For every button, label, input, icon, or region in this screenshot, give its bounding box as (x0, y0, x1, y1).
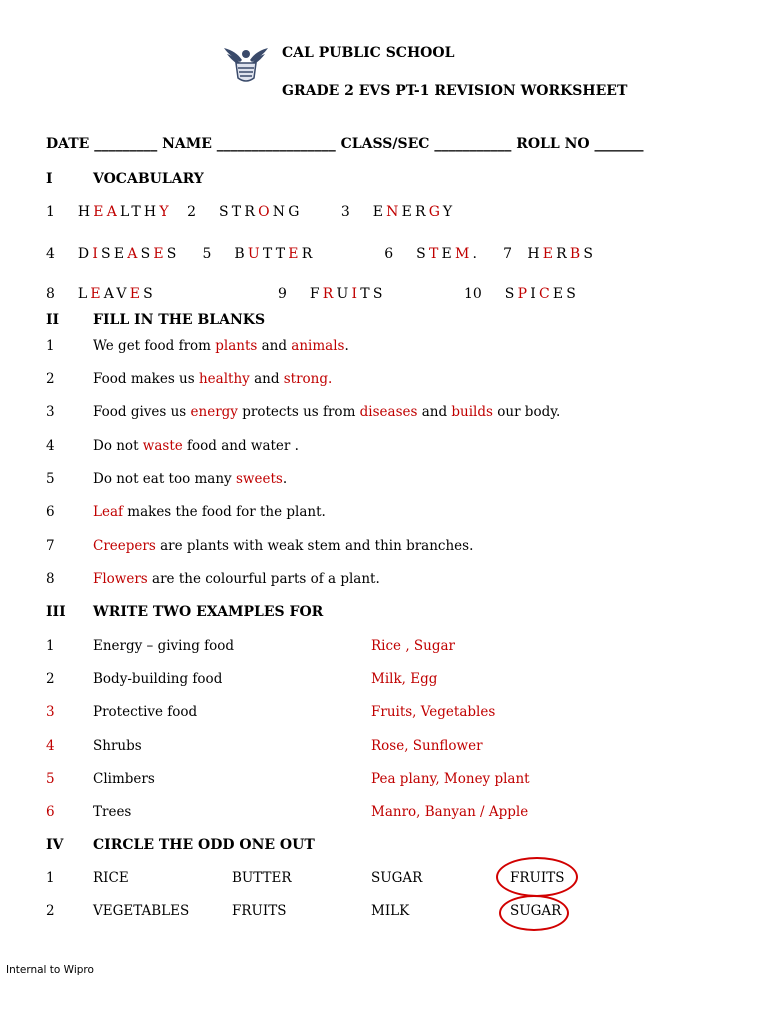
question-text (93, 438, 299, 454)
odd-number: 1 (46, 870, 55, 886)
question-part: and (257, 338, 292, 354)
vocab-number: 8 (46, 286, 55, 302)
answer-text: animals (291, 338, 345, 354)
question-part: are the colourful parts of a plant. (147, 571, 380, 587)
odd-option: MILK (371, 903, 410, 919)
question-part: Do not eat too many (93, 471, 236, 487)
example-number: 5 (46, 771, 55, 787)
question-text (93, 504, 326, 520)
example-answer: Fruits, Vegetables (371, 704, 496, 720)
question-text (93, 404, 560, 420)
answer-circle (496, 857, 578, 897)
vocab-number: 9 (278, 286, 287, 302)
vocab-word: DISEASES (77, 246, 180, 262)
question-part: our body. (492, 404, 561, 420)
vocab-word: STRONG (218, 204, 303, 220)
example-item: Trees (93, 804, 132, 820)
example-answer: Manro, Banyan / Apple (371, 804, 529, 820)
answer-text: energy (190, 404, 238, 420)
answer-circle (499, 895, 569, 931)
example-item: Energy – giving food (93, 638, 235, 654)
section-number: I (46, 171, 53, 187)
answer-text: healthy (198, 371, 250, 387)
vocab-number: 3 (340, 204, 350, 220)
question-text (93, 571, 380, 587)
question-part: Do not (93, 438, 143, 454)
question-part: Food makes us (93, 371, 199, 387)
vocab-word: ENERGY (372, 204, 456, 220)
answer-text: Creepers (93, 538, 156, 554)
odd-option: SUGAR (371, 870, 423, 886)
footer-label: Internal to Wipro (6, 964, 94, 976)
question-number: 1 (46, 338, 55, 354)
section-title: VOCABULARY (93, 171, 204, 187)
student-info-line: DATE _________ NAME _________________ CLASS/SEC ___________ ROLL NO _______ (46, 136, 644, 152)
question-number: 3 (46, 404, 55, 420)
vocab-number: 1 (46, 204, 55, 220)
odd-option: BUTTER (232, 870, 292, 886)
section-title: CIRCLE THE ODD ONE OUT (93, 837, 315, 853)
answer-text: waste (142, 438, 183, 454)
question-part: and (417, 404, 452, 420)
example-item: Protective food (93, 704, 198, 720)
worksheet-title: GRADE 2 EVS PT-1 REVISION WORKSHEET (282, 83, 628, 99)
question-number: 5 (46, 471, 55, 487)
section-number: II (46, 312, 60, 328)
question-number: 8 (46, 571, 55, 587)
question-text (93, 471, 287, 487)
example-item: Shrubs (93, 738, 142, 754)
question-part: food and water . (182, 438, 299, 454)
vocab-number: 7 (503, 246, 513, 262)
answer-text: diseases (359, 404, 418, 420)
answer-text: sweets (235, 471, 283, 487)
question-part: makes the food for the plant. (123, 504, 326, 520)
section-number: IV (46, 837, 64, 853)
answer-text: builds (451, 404, 493, 420)
example-answer: Milk, Egg (371, 671, 438, 687)
example-number: 4 (46, 738, 55, 754)
odd-option: FRUITS (232, 903, 287, 919)
question-part: protects us from (237, 404, 360, 420)
question-text (93, 538, 473, 554)
vocab-word: LEAVES (77, 286, 156, 302)
vocab-number: 5 (202, 246, 212, 262)
question-number: 6 (46, 504, 55, 520)
vocab-word: FRUITS (309, 286, 386, 302)
question-part: are plants with weak stem and thin branches. (155, 538, 474, 554)
example-number: 1 (46, 638, 55, 654)
vocab-row (46, 246, 596, 262)
section-title: WRITE TWO EXAMPLES FOR (93, 604, 324, 620)
vocab-row (46, 286, 156, 302)
example-answer: Pea plany, Money plant (371, 771, 530, 787)
example-item: Body-building food (93, 671, 223, 687)
question-part: Food gives us (93, 404, 191, 420)
section-title: FILL IN THE BLANKS (93, 312, 266, 328)
eagle-crest-icon (222, 44, 270, 84)
vocab-word: HEALTHY (77, 204, 172, 220)
vocab-word: SPICES (504, 286, 580, 302)
vocab-row (464, 286, 579, 302)
vocab-word: BUTTER (234, 246, 316, 262)
question-text (93, 371, 332, 387)
vocab-number: 4 (46, 246, 55, 262)
question-part: . (282, 471, 288, 487)
odd-option: VEGETABLES (93, 903, 190, 919)
example-number: 3 (46, 704, 55, 720)
answer-text: Leaf (93, 504, 123, 520)
odd-answer: FRUITS (510, 870, 565, 886)
odd-answer: SUGAR (510, 903, 562, 919)
example-answer: Rice , Sugar (371, 638, 455, 654)
example-item: Climbers (93, 771, 155, 787)
question-text (93, 338, 349, 354)
vocab-row (46, 204, 455, 220)
question-part: We get food from (93, 338, 216, 354)
question-number: 4 (46, 438, 55, 454)
question-number: 7 (46, 538, 55, 554)
question-part: . (344, 338, 349, 354)
odd-number: 2 (46, 903, 55, 919)
odd-option: RICE (93, 870, 129, 886)
vocab-number: 2 (187, 204, 197, 220)
answer-text: plants (215, 338, 258, 354)
example-number: 6 (46, 804, 55, 820)
vocab-word: HERBS (527, 246, 597, 262)
question-part: and (249, 371, 284, 387)
answer-text: strong. (283, 371, 333, 387)
question-number: 2 (46, 371, 55, 387)
section-number: III (46, 604, 66, 620)
vocab-number: 10 (464, 286, 482, 302)
vocab-word: STEM. (416, 246, 481, 262)
example-number: 2 (46, 671, 55, 687)
school-name: CAL PUBLIC SCHOOL (282, 45, 455, 61)
vocab-number: 6 (384, 246, 394, 262)
answer-text: Flowers (93, 571, 148, 587)
example-answer: Rose, Sunflower (371, 738, 483, 754)
vocab-row (278, 286, 386, 302)
